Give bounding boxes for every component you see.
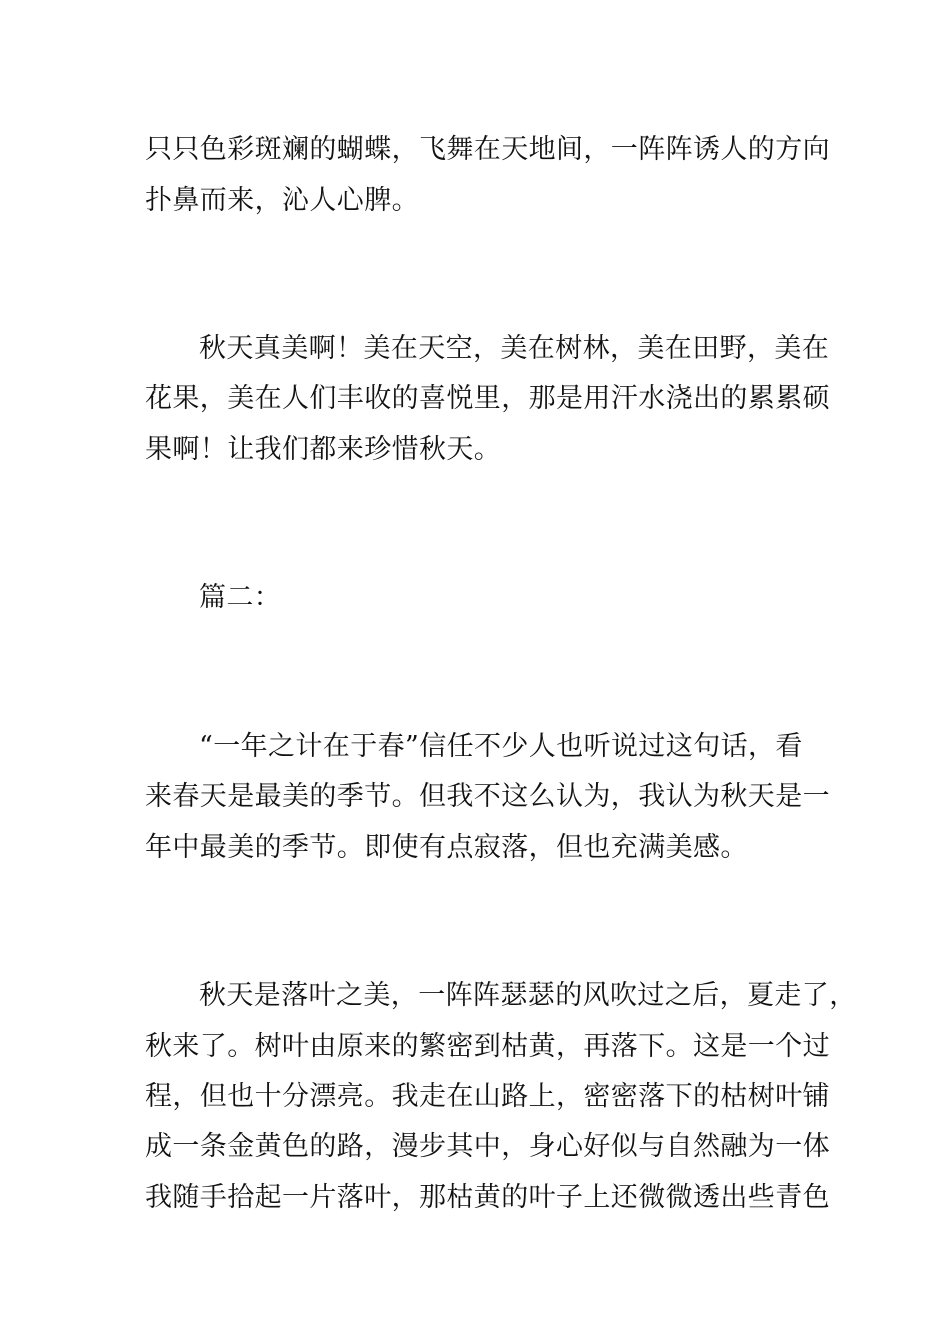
text-line: 我随手拾起一片落叶，那枯黄的叶子上还微微透出些青色: [145, 1182, 830, 1213]
text-line: 成一条金黄色的路，漫步其中，身心好似与自然融为一体: [145, 1131, 830, 1162]
text-line: 只只色彩斑斓的蝴蝶，飞舞在天地间，一阵阵诱人的方向: [145, 134, 830, 165]
text-line: 扑鼻而来，沁人心脾。: [145, 185, 419, 216]
text-line: 来春天是最美的季节。但我不这么认为，我认为秋天是一: [145, 781, 830, 812]
text-line: 秋天是落叶之美，一阵阵瑟瑟的风吹过之后，夏走了，: [199, 980, 857, 1011]
text-line: “一年之计在于春”信任不少人也听说过这句话，看: [199, 731, 803, 762]
text-line: 果啊！让我们都来珍惜秋天。: [145, 434, 502, 465]
text-line: 程，但也十分漂亮。我走在山路上，密密落下的枯树叶铺: [145, 1081, 830, 1112]
text-line: 秋天真美啊！美在天空，美在树林，美在田野，美在: [199, 333, 830, 364]
text-line: 篇二：: [199, 582, 282, 613]
text-line: 花果，美在人们丰收的喜悦里，那是用汗水浇出的累累硕: [145, 383, 830, 414]
text-line: 年中最美的季节。即使有点寂落，但也充满美感。: [145, 832, 748, 863]
text-line: 秋来了。树叶由原来的繁密到枯黄，再落下。这是一个过: [145, 1031, 830, 1062]
